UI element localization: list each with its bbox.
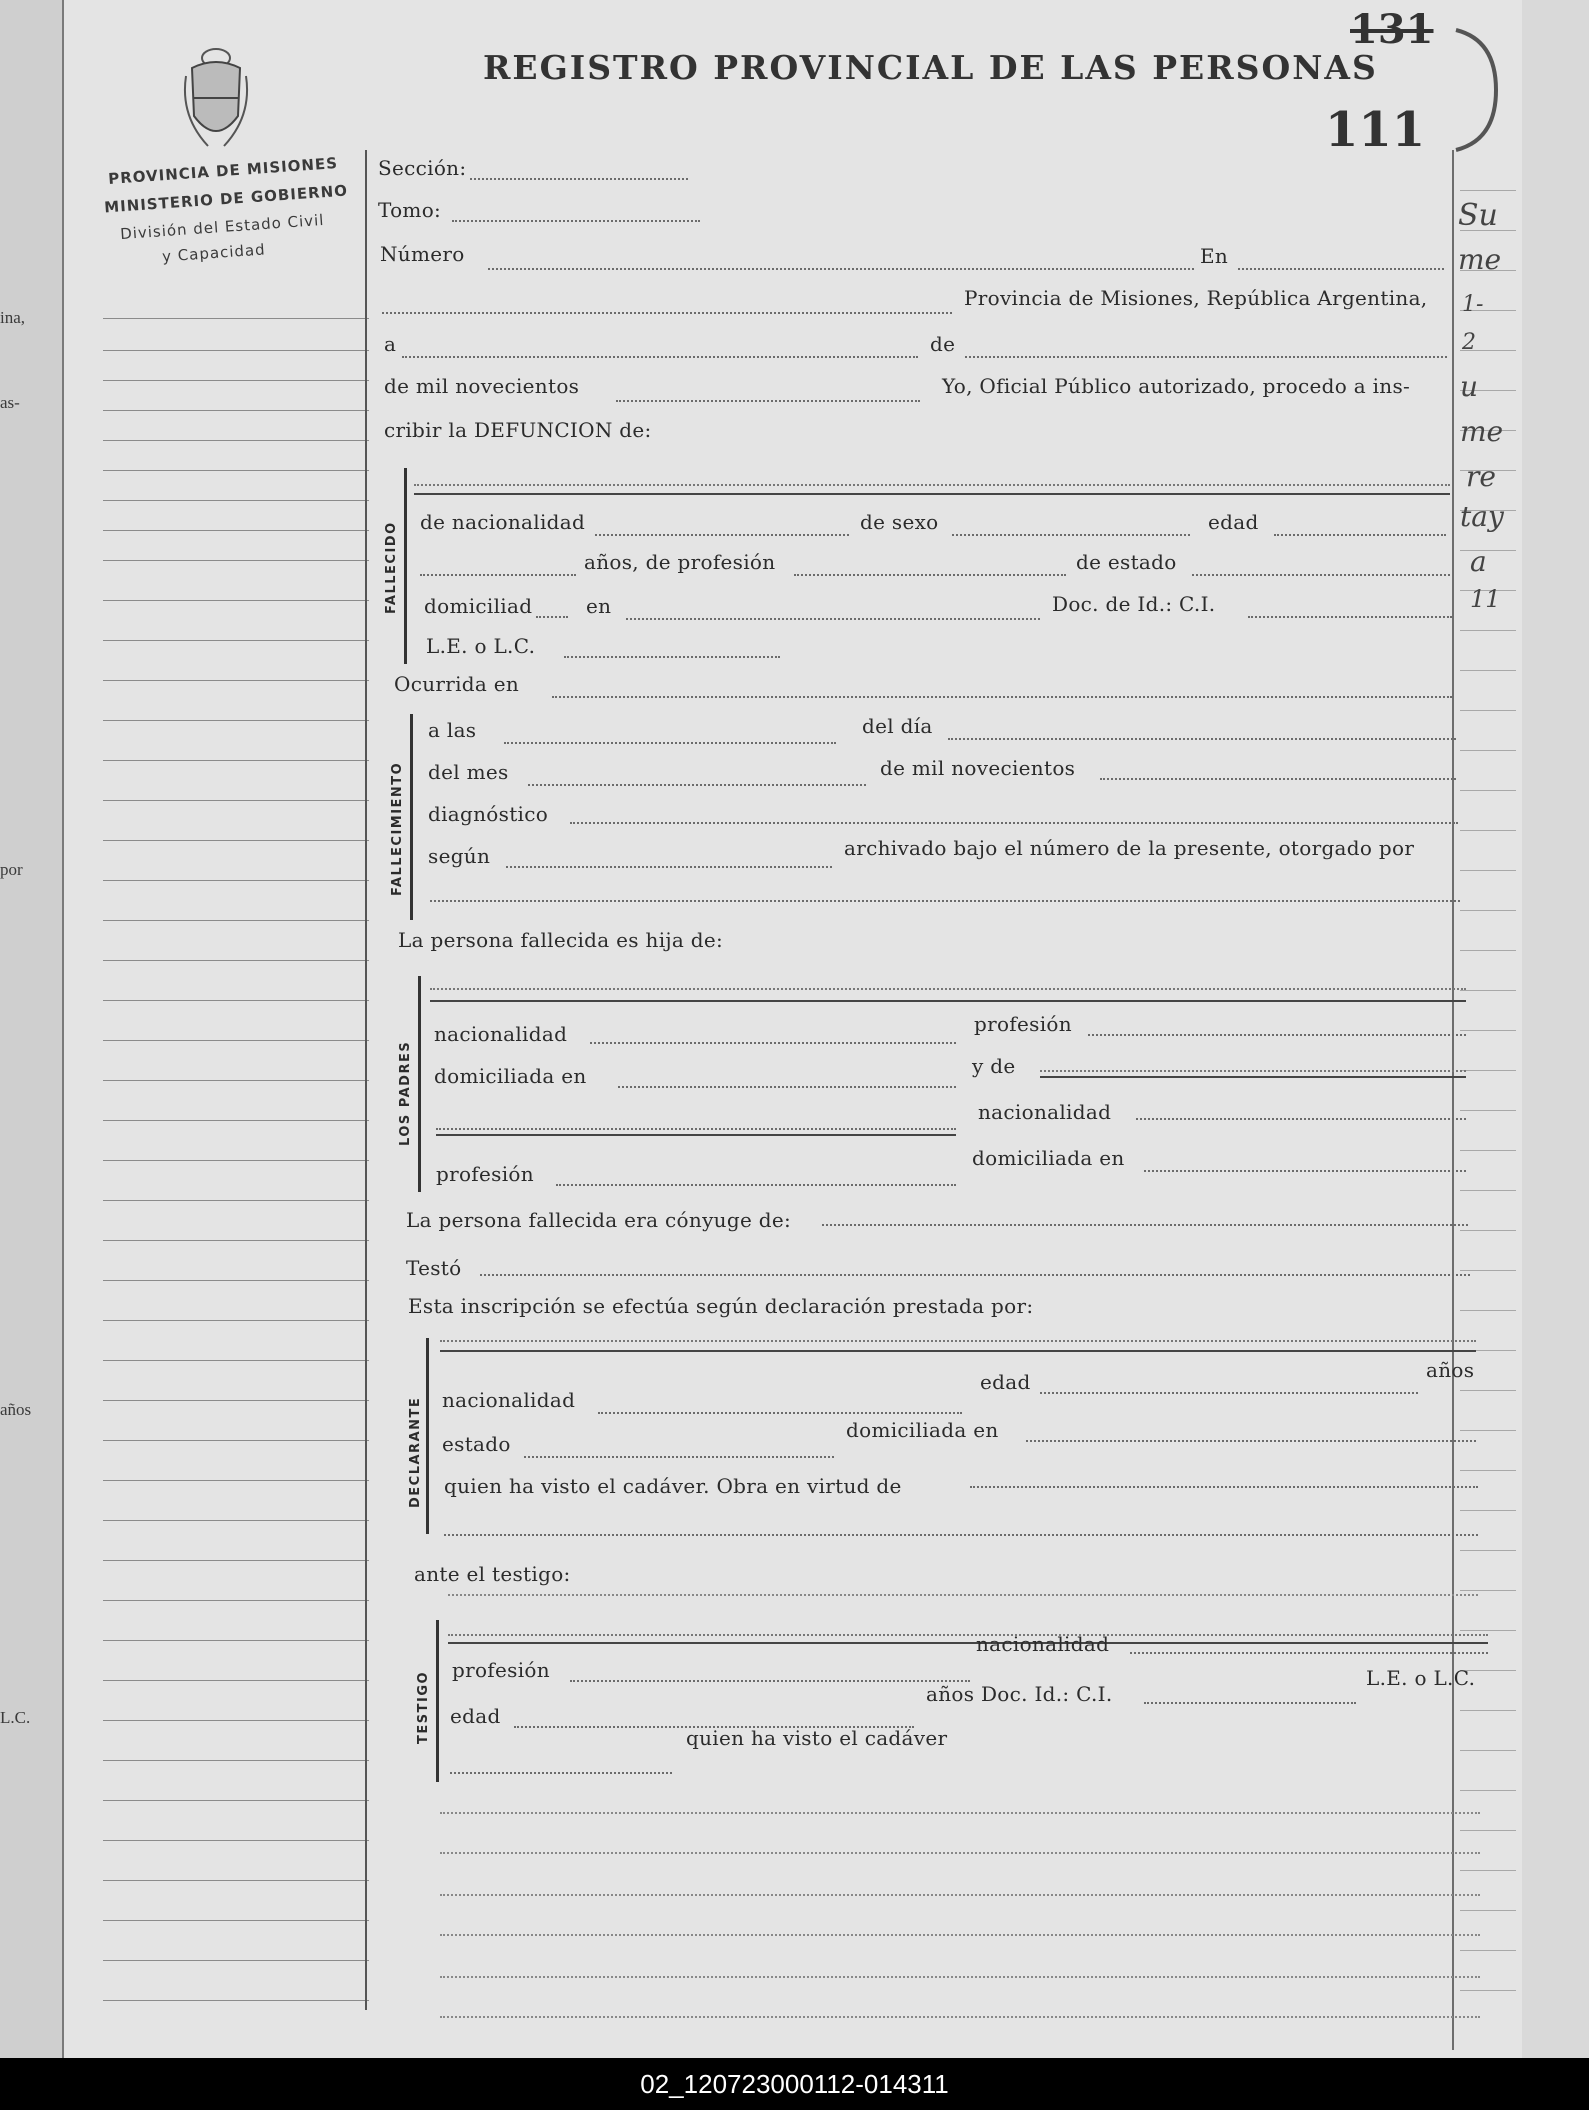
blank-line[interactable] <box>440 1894 1480 1896</box>
strip-line <box>1460 1230 1516 1231</box>
margin-line <box>103 1400 369 1401</box>
declarante-estado-label: estado <box>442 1432 511 1456</box>
padre-profesion-label: profesión <box>974 1012 1072 1036</box>
margin-line <box>103 1360 369 1361</box>
madre-nacionalidad-field[interactable] <box>1136 1118 1466 1120</box>
margin-line <box>103 840 369 841</box>
coat-of-arms-emblem <box>178 46 254 156</box>
strip-line <box>1460 1870 1516 1871</box>
testigo-nacionalidad-label: nacionalidad <box>976 1632 1110 1656</box>
madre-domiciliada-label: domiciliada en <box>972 1146 1125 1170</box>
strip-line <box>1460 1590 1516 1591</box>
testigo-visto-label: quien ha visto el cadáver <box>686 1726 948 1750</box>
nacionalidad-label: de nacionalidad <box>420 510 586 534</box>
inscripcion-label: Esta inscripción se efectúa según declaración prestada por: <box>408 1294 1034 1318</box>
padre-nacionalidad-label: nacionalidad <box>434 1022 568 1046</box>
seccion-label: Sección: <box>378 156 467 180</box>
diagnostico-field[interactable] <box>570 822 1458 824</box>
margin-line <box>103 1280 369 1281</box>
strip-line <box>1460 1190 1516 1191</box>
margin-line <box>103 960 369 961</box>
margin-line <box>103 720 369 721</box>
en-label: En <box>1200 244 1229 268</box>
margin-line <box>103 1520 369 1521</box>
margin-line <box>103 680 369 681</box>
blank-line[interactable] <box>440 1852 1480 1854</box>
del-dia-label: del día <box>862 714 933 738</box>
strip-line <box>1460 1150 1516 1151</box>
strip-line <box>1460 1470 1516 1471</box>
margin-separator <box>365 150 367 2010</box>
margin-line <box>103 530 369 531</box>
yo-oficial-label: Yo, Oficial Público autorizado, procedo a ins- <box>942 374 1411 398</box>
margin-line <box>103 800 369 801</box>
ocurrida-field[interactable] <box>552 696 1452 698</box>
blank-line[interactable] <box>440 1812 1480 1814</box>
strip-line <box>1460 1070 1516 1071</box>
margin-line <box>103 410 369 411</box>
mes-field[interactable] <box>965 356 1447 358</box>
margin-line <box>103 1720 369 1721</box>
margin-line <box>103 1480 369 1481</box>
section-bar-declarante <box>426 1338 429 1534</box>
margin-line <box>103 640 369 641</box>
madre-domicilio-field[interactable] <box>1144 1170 1466 1172</box>
divider-line <box>440 1350 1476 1352</box>
segun-label: según <box>428 844 491 868</box>
margin-line <box>103 1840 369 1841</box>
margin-line <box>103 880 369 881</box>
strip-line <box>1460 1710 1516 1711</box>
declarante-visto-label: quien ha visto el cadáver. Obra en virtud de <box>444 1474 902 1498</box>
strip-line <box>1460 1950 1516 1951</box>
strip-line <box>1460 1630 1516 1631</box>
strip-line <box>1460 1270 1516 1271</box>
sexo-field[interactable] <box>952 534 1190 536</box>
strip-line <box>1460 1030 1516 1031</box>
anos-profesion-label: años, de profesión <box>584 550 776 574</box>
margin-line <box>103 350 369 351</box>
margin-note: 2 <box>1462 330 1476 355</box>
declarante-estado-field[interactable] <box>524 1456 834 1458</box>
declarante-edad-field[interactable] <box>1040 1392 1418 1394</box>
margin-line <box>103 440 369 441</box>
margin-line <box>103 1000 369 1001</box>
declarante-edad-label: edad <box>980 1370 1031 1394</box>
facing-page-fragment: L.C. <box>0 1708 31 1727</box>
otorgado-por-field[interactable] <box>430 900 1460 902</box>
mes-fallecimiento-field[interactable] <box>528 784 866 786</box>
estado-field[interactable] <box>1192 574 1450 576</box>
margin-note: Su <box>1458 198 1498 233</box>
madre-nombre-cont-field[interactable] <box>436 1128 956 1130</box>
margin-note: 11 <box>1470 585 1501 613</box>
a-las-label: a las <box>428 718 477 742</box>
margin-note: me <box>1458 243 1502 276</box>
strip-line <box>1460 550 1516 551</box>
strip-line <box>1460 1430 1516 1431</box>
margin-line <box>103 318 369 319</box>
page-number: 111 <box>1325 102 1426 158</box>
margin-line <box>103 1760 369 1761</box>
strip-line <box>1460 670 1516 671</box>
madre-nacionalidad-label: nacionalidad <box>978 1100 1112 1124</box>
madre-profesion-label: profesión <box>436 1162 534 1186</box>
margin-line <box>103 380 369 381</box>
strip-line <box>1460 1390 1516 1391</box>
margin-line <box>103 560 369 561</box>
profesion-field[interactable] <box>794 574 1066 576</box>
del-mes-label: del mes <box>428 760 509 784</box>
blank-line[interactable] <box>440 1976 1480 1978</box>
section-label-fallecido: FALLECIDO <box>384 521 399 614</box>
section-label-testigo: TESTIGO <box>416 1670 431 1744</box>
madre-profesion-field[interactable] <box>556 1184 956 1186</box>
testo-field[interactable] <box>480 1274 1470 1276</box>
divider-line <box>430 1000 1466 1002</box>
strip-line <box>1460 950 1516 951</box>
ministry-line: MINISTERIO DE GOBIERNO <box>103 181 349 217</box>
dia-field[interactable] <box>402 356 918 358</box>
divider-line <box>448 1642 1488 1644</box>
strip-line <box>1460 1750 1516 1751</box>
declarante-extra-field[interactable] <box>444 1534 1478 1536</box>
lugar-field[interactable] <box>382 312 952 314</box>
dia-fallecimiento-field[interactable] <box>948 738 1456 740</box>
padre-domiciliada-label: domiciliada en <box>434 1064 587 1088</box>
struck-page-number: 131 <box>1350 6 1434 53</box>
diagnostico-label: diagnóstico <box>428 802 549 826</box>
margin-line <box>103 500 369 501</box>
segun-field[interactable] <box>506 866 832 868</box>
margin-line <box>103 1080 369 1081</box>
strip-line <box>1460 1110 1516 1111</box>
page-title: REGISTRO PROVINCIAL DE LAS PERSONAS <box>483 48 1378 87</box>
ministry-line: y Capacidad <box>161 240 267 266</box>
margin-line <box>103 1200 369 1201</box>
margin-line <box>103 1160 369 1161</box>
declarante-nombre-field[interactable] <box>440 1340 1476 1342</box>
mil-novecientos-label: de mil novecientos <box>384 374 580 398</box>
margin-note: a <box>1470 545 1487 578</box>
conyuge-field[interactable] <box>822 1224 1468 1226</box>
ministry-line: PROVINCIA DE MISIONES <box>107 153 339 189</box>
doc-id-label: Doc. de Id.: C.I. <box>1052 592 1216 616</box>
padre-nombre-field[interactable] <box>430 988 1466 990</box>
margin-line <box>103 1120 369 1121</box>
de-label: de <box>930 332 956 356</box>
testigo-le-lc-label: L.E. o L.C. <box>1366 1666 1476 1690</box>
ministry-line: División del Estado Civil <box>119 210 325 244</box>
declarante-domicilio-field[interactable] <box>1026 1440 1476 1442</box>
padre-nacionalidad-field[interactable] <box>590 1042 956 1044</box>
strip-line <box>1460 750 1516 751</box>
margin-line <box>103 920 369 921</box>
strip-line <box>1460 630 1516 631</box>
madre-nombre-field[interactable] <box>1040 1070 1466 1072</box>
section-bar-fallecido <box>404 468 407 664</box>
seccion-field[interactable] <box>470 178 688 180</box>
a-label: a <box>384 332 397 356</box>
strip-line <box>1460 990 1516 991</box>
margin-note: tay <box>1460 500 1504 533</box>
nombre-fallecido-field[interactable] <box>414 484 1450 486</box>
strip-line <box>1460 1510 1516 1511</box>
strip-line <box>1460 790 1516 791</box>
anio-field[interactable] <box>616 400 920 402</box>
ocurrida-label: Ocurrida en <box>394 672 520 696</box>
anio-fallecimiento-field[interactable] <box>1100 778 1456 780</box>
declarante-nacionalidad-label: nacionalidad <box>442 1388 576 1412</box>
anos-field[interactable] <box>420 574 576 576</box>
strip-line <box>1460 190 1516 191</box>
sexo-label: de sexo <box>860 510 939 534</box>
margin-line <box>103 470 369 471</box>
strip-line <box>1460 1910 1516 1911</box>
inscribir-label: cribir la DEFUNCION de: <box>384 418 652 442</box>
margin-line <box>103 1960 369 1961</box>
en-field[interactable] <box>1238 268 1444 270</box>
le-lc-field[interactable] <box>564 656 780 658</box>
testigo-profesion-label: profesión <box>452 1658 550 1682</box>
strip-line <box>1460 1550 1516 1551</box>
section-bar-fallecimiento <box>410 714 413 920</box>
nacionalidad-field[interactable] <box>595 534 849 536</box>
declarante-virtud-field[interactable] <box>970 1486 1478 1488</box>
margin-note: 1- <box>1462 292 1484 317</box>
hora-field[interactable] <box>504 742 836 744</box>
blank-line[interactable] <box>440 2016 1480 2018</box>
strip-line <box>1460 710 1516 711</box>
strip-line <box>1460 910 1516 911</box>
margin-line <box>103 1800 369 1801</box>
facing-page-fragment: años <box>0 1400 32 1419</box>
margin-note: re <box>1466 460 1496 493</box>
testigo-profesion-field[interactable] <box>570 1680 970 1682</box>
facing-page-fragment: por <box>0 860 23 879</box>
margin-line <box>103 1880 369 1881</box>
conyuge-label: La persona fallecida era cónyuge de: <box>406 1208 792 1232</box>
strip-line <box>1460 830 1516 831</box>
divider-line <box>436 1134 956 1136</box>
section-label-padres: LOS PADRES <box>398 1040 413 1146</box>
margin-line <box>103 760 369 761</box>
testigo-line <box>448 1594 1478 1596</box>
section-bar-testigo <box>436 1620 439 1782</box>
edad-label: edad <box>1208 510 1259 534</box>
padre-profesion-field[interactable] <box>1088 1034 1466 1036</box>
margin-line <box>103 1920 369 1921</box>
domicilio-field[interactable] <box>626 618 1040 620</box>
testigo-anos-doc-label: años Doc. Id.: C.I. <box>926 1682 1113 1706</box>
edad-field[interactable] <box>1274 534 1446 536</box>
margin-line <box>103 600 369 601</box>
testigo-nacionalidad-field[interactable] <box>1130 1652 1488 1654</box>
margin-line <box>103 1680 369 1681</box>
margin-line <box>103 2000 369 2001</box>
mil-novecientos-label: de mil novecientos <box>880 756 1076 780</box>
section-bar-padres <box>418 976 421 1192</box>
testo-label: Testó <box>406 1256 462 1280</box>
margin-line <box>103 1640 369 1641</box>
le-lc-label: L.E. o L.C. <box>426 634 536 658</box>
divider-line <box>1040 1076 1466 1078</box>
section-label-declarante: DECLARANTE <box>408 1396 423 1508</box>
domiciliad-label: domiciliad <box>424 594 533 618</box>
archivado-label: archivado bajo el número de la presente, otorgado por <box>844 836 1415 860</box>
margin-line <box>103 1040 369 1041</box>
provincia-label: Provincia de Misiones, República Argentina, <box>964 286 1428 310</box>
margin-line <box>103 1600 369 1601</box>
tomo-field[interactable] <box>452 220 700 222</box>
testigo-ci-field[interactable] <box>1144 1702 1356 1704</box>
en-label: en <box>586 594 612 618</box>
declarante-anos-label: años <box>1426 1358 1475 1382</box>
strip-line <box>1460 1830 1516 1831</box>
strip-line <box>1460 870 1516 871</box>
section-label-fallecimiento: FALLECIMIENTO <box>390 761 405 896</box>
estado-label: de estado <box>1076 550 1177 574</box>
doc-id-field[interactable] <box>1248 616 1452 618</box>
testigo-doc-field[interactable] <box>450 1772 672 1774</box>
image-id-footer: 02_120723000112-014311 <box>0 2058 1589 2110</box>
declarante-domiciliada-label: domiciliada en <box>846 1418 999 1442</box>
padre-domicilio-field[interactable] <box>618 1086 956 1088</box>
margin-line <box>103 1320 369 1321</box>
hija-de-label: La persona fallecida es hija de: <box>398 928 724 952</box>
margin-line <box>103 1240 369 1241</box>
testigo-edad-label: edad <box>450 1704 501 1728</box>
margin-note: me <box>1460 415 1504 448</box>
strip-line <box>1460 1310 1516 1311</box>
strip-line <box>1460 1990 1516 1991</box>
numero-field[interactable] <box>488 268 1194 270</box>
facing-page <box>0 0 64 2058</box>
facing-page-fragment: as- <box>0 393 20 412</box>
testigo-nombre-field[interactable] <box>448 1634 1488 1636</box>
margin-line <box>103 1560 369 1561</box>
facing-page-fragment: ina, <box>0 308 26 327</box>
divider-line <box>414 493 1450 495</box>
domiciliad-suffix-field[interactable] <box>536 616 568 618</box>
margin-note: u <box>1460 370 1479 403</box>
margin-line <box>103 1440 369 1441</box>
declarante-nacionalidad-field[interactable] <box>598 1412 962 1414</box>
numero-label: Número <box>380 242 465 266</box>
page-stamp-circle-icon <box>1436 20 1506 160</box>
ante-testigo-label: ante el testigo: <box>414 1562 571 1586</box>
y-de-label: y de <box>972 1054 1016 1078</box>
blank-line[interactable] <box>440 1934 1480 1936</box>
tomo-label: Tomo: <box>378 198 442 222</box>
strip-line <box>1460 1790 1516 1791</box>
